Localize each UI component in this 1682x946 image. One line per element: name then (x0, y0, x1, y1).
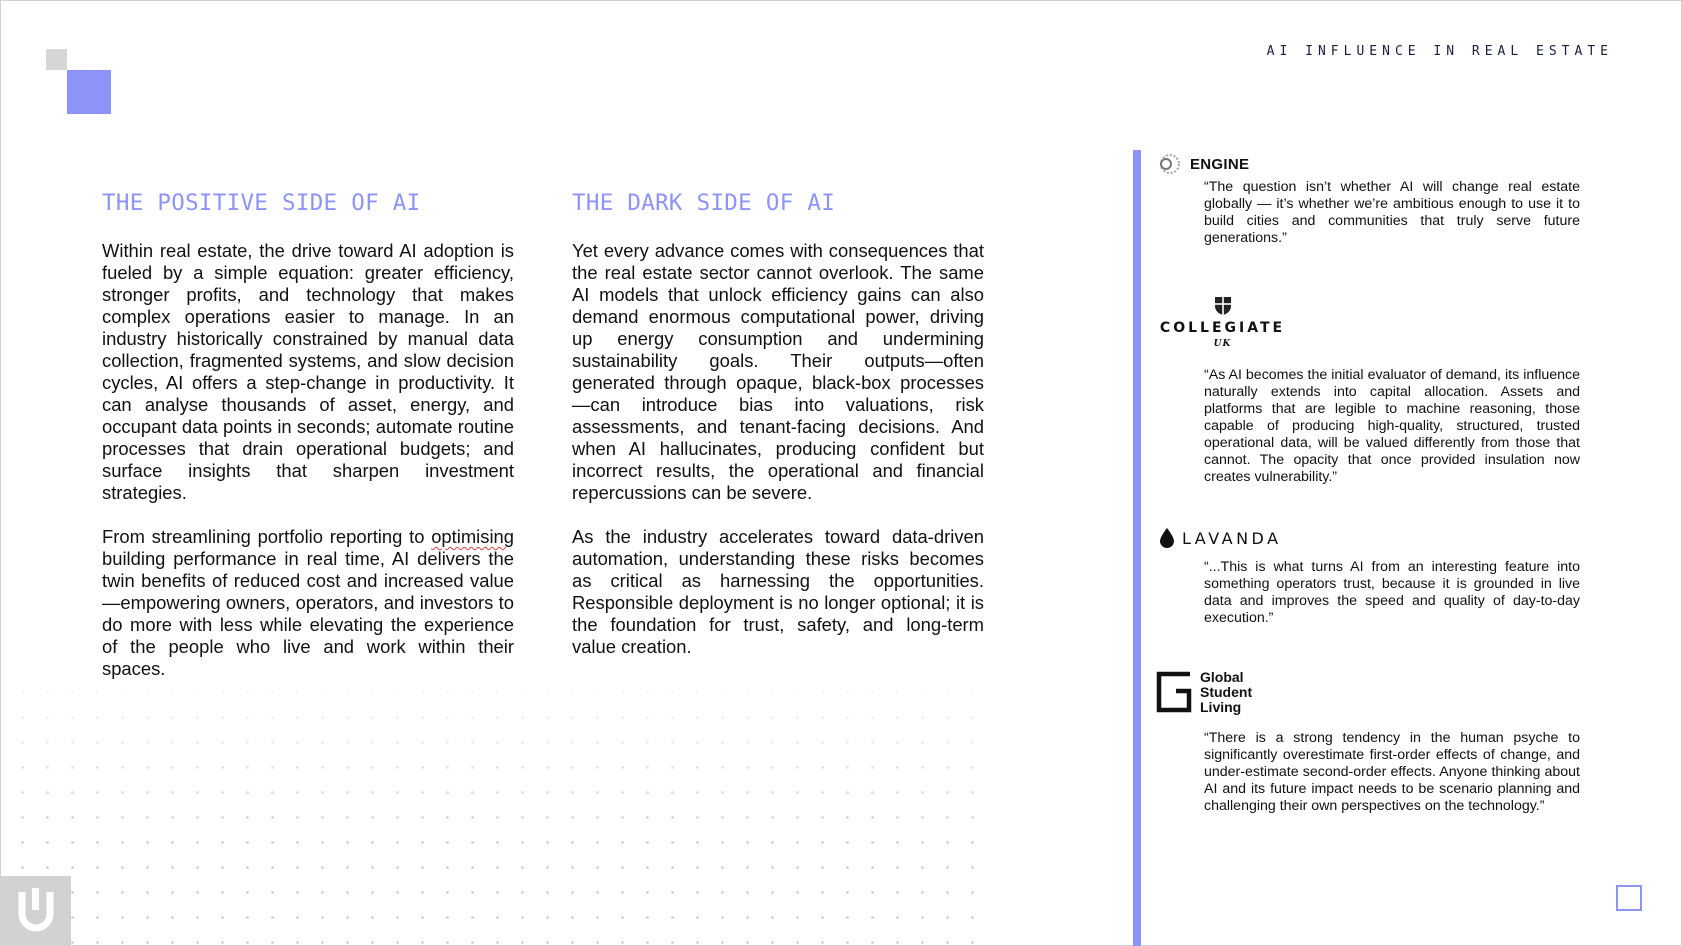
quote-engine-text: “The question isn’t whether AI will change real estate globally — it’s whether we’re ambitious enough to use it to build cities and communities that truly serve future generations.” (1204, 179, 1580, 246)
gsl-logo-line: Student (1200, 683, 1253, 700)
positive-p2-end: building performance in real time, AI delivers the twin benefits of reduced cost and increased value—empowering owners, operators, and investors to do more with less while elevating the experience of the people who live and work within their spaces. (102, 548, 514, 679)
gsl-logo-text (1200, 670, 1252, 715)
lavanda-logo-text: LAVANDA (1182, 528, 1282, 548)
gsl-logo-line: Living (1200, 698, 1242, 715)
quote-gsl-text: “There is a strong tendency in the human psyche to significantly overestimate first-order effects of change, and under-estimate second-order effects. Anyone thinking about AI and its future impact needs to be scenario planning and challenging their own perspectives on the technology.” (1204, 730, 1580, 814)
positive-side-column (102, 190, 514, 702)
quote-gsl (1155, 668, 1580, 815)
dark-side-heading: THE DARK SIDE OF AI (572, 190, 836, 216)
decorative-square-grey (46, 49, 67, 70)
decorative-square-accent (67, 70, 111, 114)
positive-p2-start: From streamlining portfolio reporting to (102, 526, 432, 547)
engine-ring-icon (1155, 153, 1185, 175)
engine-logo-text: ENGINE (1190, 155, 1250, 173)
quote-lavanda-text: “...This is what turns AI from an interesting feature into something operators trust, because it is grounded in live data and improves the speed and quality of day-to-day execution.” (1204, 559, 1580, 626)
corner-outline-square (1616, 885, 1642, 911)
dark-paragraph-2: As the industry accelerates toward data-driven automation, understanding these risks becomes as critical as harnessing the opportunities. Responsible deployment is no longer optional; it is the foundation for trust, safety, and long-term value creation. (572, 526, 984, 657)
quote-lavanda (1155, 523, 1580, 627)
gsl-logo-line: Global (1200, 668, 1244, 685)
dark-side-column (572, 190, 984, 680)
gsl-logo (1156, 668, 1580, 716)
quote-engine (1155, 149, 1580, 247)
page-header-title: AI INFLUENCE IN REAL ESTATE (1266, 44, 1613, 59)
spellcheck-flagged-word: optimising (431, 526, 514, 547)
lavanda-logo (1159, 523, 1580, 553)
collegiate-logo-sub: UK (1213, 339, 1232, 349)
collegiate-logo-text: COLLEGIATE (1159, 320, 1286, 336)
dot-grid-pattern (10, 680, 995, 946)
positive-paragraph-1: Within real estate, the drive toward AI adoption is fueled by a simple equation: greater efficiency, stronger profits, and technology that makes complex operations easier to manage. In an industry historically constrained by manual data collection, fragmented systems, and slow decision cycles, AI offers a step-change in productivity. It can analyse thousands of asset, energy, and occupant data points in seconds; automate routine processes that drain operational budgets; and surface insights that sharpen investment strategies. (102, 240, 514, 503)
collegiate-logo (1155, 296, 1290, 349)
positive-side-heading: THE POSITIVE SIDE OF AI (102, 190, 421, 216)
drop-icon (1159, 527, 1175, 549)
brand-mark (0, 876, 71, 946)
quotes-accent-bar (1133, 150, 1141, 946)
positive-paragraph-2 (102, 526, 514, 680)
quote-collegiate (1155, 296, 1580, 486)
gsl-bracket-icon (1156, 671, 1192, 713)
engine-logo (1155, 149, 1580, 179)
quote-collegiate-text: “As AI becomes the initial evaluator of demand, its influence naturally extends into capital allocation. Assets and platforms that are legible to machine reasoning, those capable of producing high-quality, structured, trusted operational data, will be valued differently from those that cannot. The opacity that once provided insulation now creates vulnerability.” (1204, 367, 1580, 485)
shield-crest-icon (1214, 296, 1232, 316)
dark-paragraph-1: Yet every advance comes with consequences that the real estate sector cannot overlook. The same AI models that unlock efficiency gains can also demand enormous computational power, driving up energy consumption and undermining sustainability goals. Their outputs—often generated through opaque, black-box processes—can introduce bias into valuations, risk assessments, and tenant-facing decisions. And when AI hallucinates, producing confident but incorrect results, the operational and financial repercussions can be severe. (572, 240, 984, 503)
brand-u-icon (14, 888, 58, 934)
